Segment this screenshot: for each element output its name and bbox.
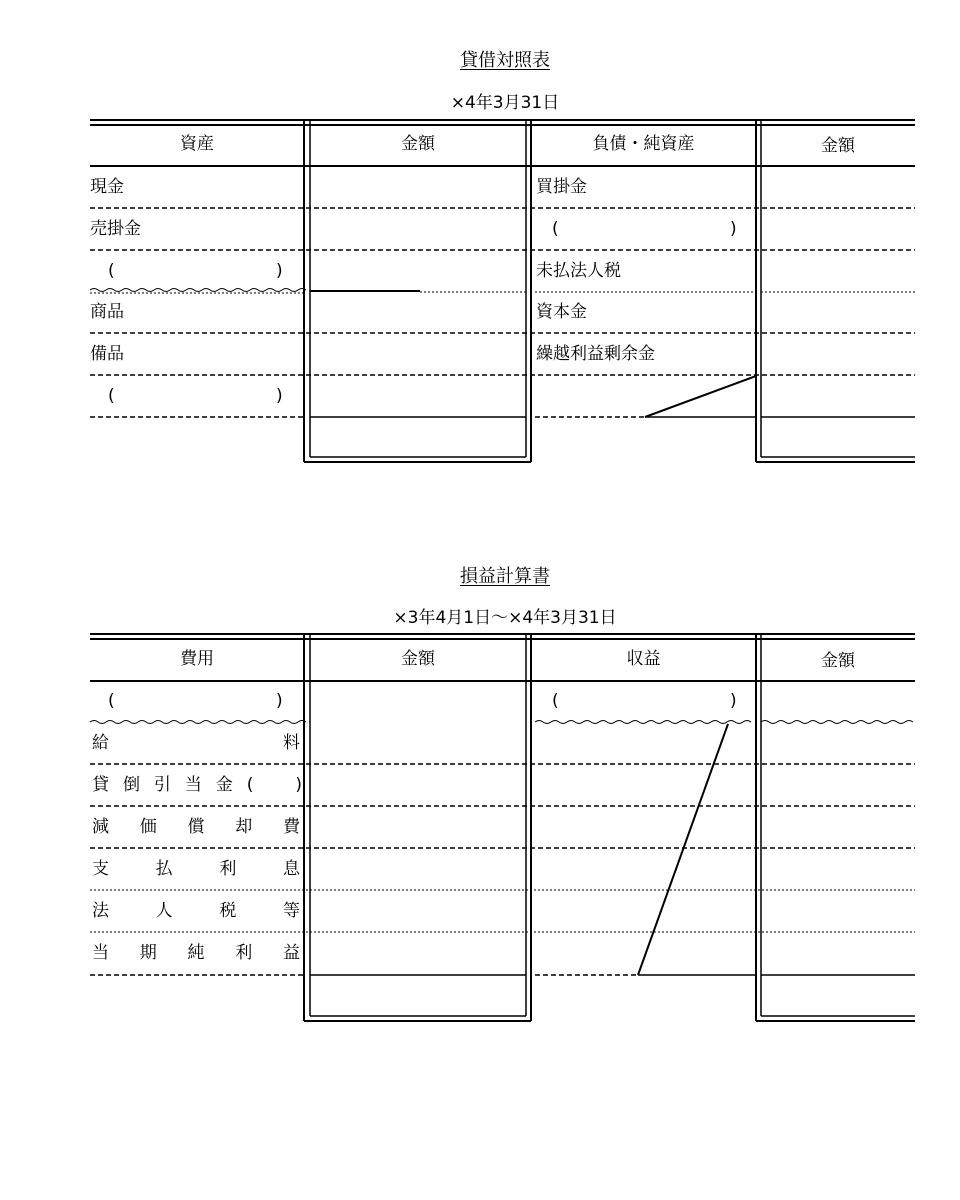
expense-income-tax-char: 人 — [155, 901, 173, 921]
spacer — [267, 775, 281, 795]
expense-depreciation-char: 減 — [92, 817, 109, 837]
asset-merchandise: 商品 — [90, 302, 124, 322]
income-statement-title: 損益計算書 — [460, 566, 550, 587]
expense-income-tax — [92, 901, 300, 921]
header-amount-right-is: 金額 — [821, 651, 855, 671]
expense-net-income-char: 純 — [187, 943, 205, 963]
expense-allowance-char: 金 — [215, 775, 233, 795]
equity-retained-earnings: 繰越利益剰余金 — [536, 344, 655, 364]
expense-allowance-char: 引 — [153, 775, 171, 795]
expense-blank-open: ( — [108, 691, 115, 711]
liability-accrued-tax: 未払法人税 — [536, 261, 621, 281]
asset-blank2-close: ) — [276, 386, 283, 406]
header-assets: 資産 — [180, 134, 214, 154]
revenue-blank-open: ( — [552, 691, 559, 711]
balance-sheet-title: 貸借対照表 — [460, 50, 550, 71]
expense-depreciation — [92, 817, 300, 837]
expense-allowance-char: 貸 — [92, 775, 109, 795]
liability-blank-close: ) — [730, 219, 737, 239]
expense-income-tax-char: 税 — [219, 901, 237, 921]
expense-depreciation-char: 費 — [283, 817, 300, 837]
expense-interest-char: 息 — [282, 859, 300, 879]
liability-blank-open: ( — [552, 219, 559, 239]
expense-depreciation-char: 却 — [235, 817, 253, 837]
expense-salaries-char: 給 — [92, 733, 109, 753]
header-revenues: 収益 — [626, 649, 661, 669]
expense-net-income-char: 利 — [235, 943, 253, 963]
header-expenses: 費用 — [180, 649, 214, 669]
header-amount-left-is: 金額 — [401, 649, 435, 669]
expense-depreciation-char: 価 — [139, 817, 157, 837]
asset-equipment: 備品 — [90, 344, 124, 364]
asset-blank2-open: ( — [108, 386, 115, 406]
asset-blank-open: ( — [108, 261, 115, 281]
header-liabilities: 負債・純資産 — [592, 134, 695, 154]
expense-income-tax-char: 法 — [92, 901, 109, 921]
income-statement-period: ×3年4月1日〜×4年3月31日 — [393, 608, 617, 628]
expense-allowance-char: ) — [295, 775, 302, 795]
expense-net-income — [92, 943, 300, 963]
expense-net-income-char: 当 — [92, 943, 109, 963]
expense-interest — [92, 859, 300, 879]
expense-interest-char: 利 — [219, 859, 237, 879]
revenue-blank-close: ) — [730, 691, 737, 711]
expense-salaries-char: 料 — [283, 733, 300, 753]
balance-sheet-date: ×4年3月31日 — [450, 93, 560, 113]
expense-allowance — [92, 775, 302, 795]
asset-blank-close: ) — [276, 261, 283, 281]
asset-receivables: 売掛金 — [90, 219, 141, 239]
equity-capital: 資本金 — [536, 302, 587, 322]
expense-net-income-char: 期 — [139, 943, 157, 963]
expense-allowance-char: 当 — [184, 775, 202, 795]
expense-allowance-char: ( — [246, 775, 254, 795]
expense-depreciation-char: 償 — [187, 817, 205, 837]
header-amount-left: 金額 — [401, 134, 435, 154]
expense-allowance-char: 倒 — [122, 775, 140, 795]
liability-payables: 買掛金 — [536, 177, 587, 197]
expense-blank-close: ) — [276, 691, 283, 711]
expense-interest-char: 支 — [92, 859, 109, 879]
asset-cash: 現金 — [90, 177, 124, 197]
expense-net-income-char: 益 — [283, 943, 300, 963]
expense-salaries — [92, 733, 300, 753]
expense-income-tax-char: 等 — [282, 901, 300, 921]
header-amount-right: 金額 — [821, 136, 855, 156]
expense-interest-char: 払 — [155, 859, 173, 879]
